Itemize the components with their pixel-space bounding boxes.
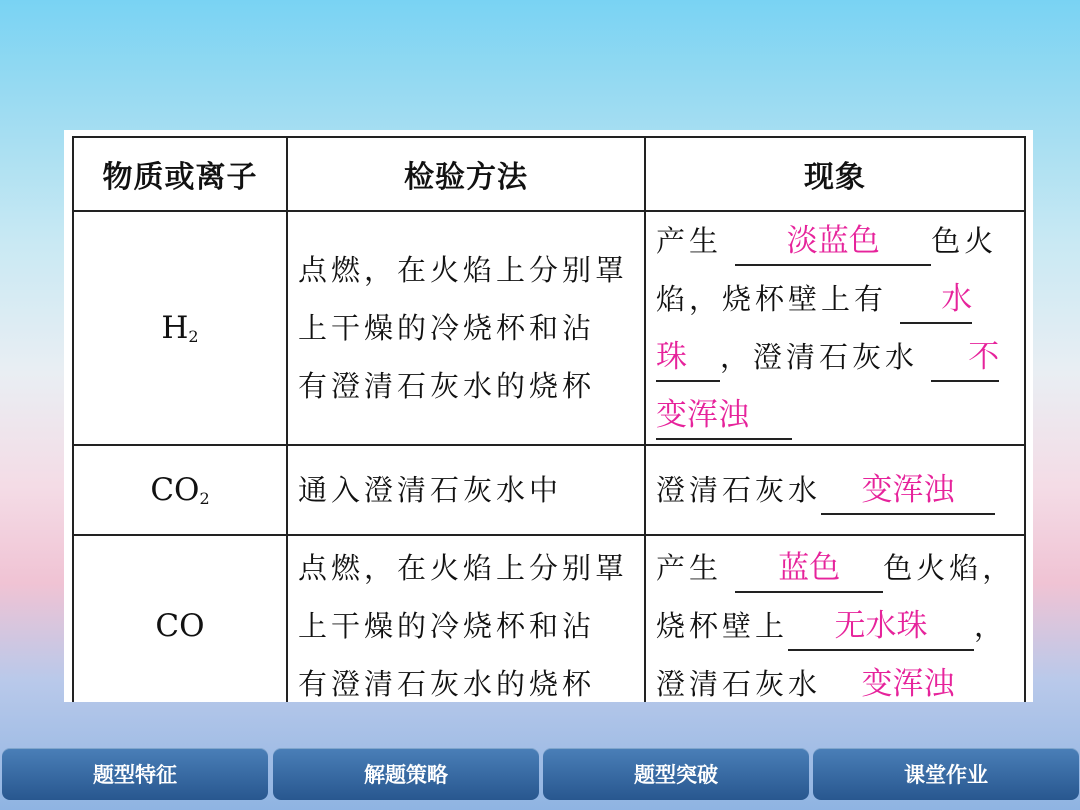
table-row [73, 445, 1025, 535]
formula-subscript: 2 [188, 327, 199, 346]
answer-blank: 淡蓝色 [735, 218, 931, 266]
answer-blank: 变浑浊 [821, 467, 995, 515]
answer-blank: 水 [900, 276, 972, 324]
method-line: 点燃，在火焰上分别罩 [298, 253, 629, 287]
answer-blank: 变浑浊 [656, 392, 792, 440]
phenomenon-cell [645, 211, 1025, 445]
phenomenon-line [656, 212, 1018, 270]
header-phenomenon: 现象 [645, 137, 1025, 211]
formula-text: CO [155, 608, 205, 644]
formula-text: H [161, 310, 189, 346]
content-panel [64, 130, 1033, 702]
nav-button-homework[interactable]: 课堂作业 [813, 748, 1079, 800]
phenomenon-text: ，澄清石灰水 [720, 340, 919, 374]
formula-text: CO [150, 472, 200, 508]
nav-button-strategy[interactable]: 解题策略 [273, 748, 539, 800]
method-cell [287, 211, 645, 445]
phenomenon-text: 烧杯壁上 [656, 609, 789, 643]
method-line: 上干燥的冷烧杯和沾 [298, 609, 596, 643]
method-line: 上干燥的冷烧杯和沾 [298, 311, 596, 345]
nav-button-features[interactable]: 题型特征 [2, 748, 268, 800]
test-methods-table [72, 136, 1026, 702]
phenomenon-cell [645, 535, 1025, 702]
phenomenon-line [656, 270, 1018, 328]
method-line: 点燃，在火焰上分别罩 [298, 551, 629, 585]
formula-cell [73, 211, 287, 445]
answer-blank: 珠 [656, 334, 720, 382]
phenomenon-line [656, 655, 1018, 702]
answer-blank: 蓝色 [735, 545, 883, 593]
table-header-row [73, 137, 1025, 211]
header-method: 检验方法 [287, 137, 645, 211]
method-line: 有澄清石灰水的烧杯 [298, 369, 596, 403]
header-substance: 物质或离子 [73, 137, 287, 211]
formula-cell [73, 445, 287, 535]
nav-button-breakthrough[interactable]: 题型突破 [543, 748, 809, 800]
phenomenon-line [656, 461, 1018, 519]
method-line: 有澄清石灰水的烧杯 [298, 667, 596, 701]
phenomenon-line [656, 539, 1018, 597]
method-cell [287, 445, 645, 535]
phenomenon-line [656, 328, 1018, 386]
formula-cell [73, 535, 287, 702]
method-line: 通入澄清石灰水中 [298, 473, 563, 507]
phenomenon-text: 产生 [656, 224, 723, 258]
phenomenon-text: 澄清石灰水 [656, 473, 822, 507]
answer-blank: 变浑浊 [821, 661, 995, 702]
phenomenon-cell [645, 445, 1025, 535]
phenomenon-text: 焰，烧杯壁上有 [656, 282, 888, 316]
method-cell [287, 535, 645, 702]
phenomenon-text: 澄清石灰水 [656, 667, 822, 701]
phenomenon-text: 色火焰， [883, 551, 1016, 585]
formula-subscript: 2 [199, 489, 210, 508]
answer-blank: 无水珠 [788, 603, 974, 651]
phenomenon-line [656, 386, 1018, 444]
phenomenon-text: 产生 [656, 551, 723, 585]
bottom-nav [0, 748, 1080, 810]
answer-blank: 不 [931, 334, 999, 382]
phenomenon-line [656, 597, 1018, 655]
table-row [73, 211, 1025, 445]
phenomenon-text: 色火 [931, 224, 998, 258]
phenomenon-text: ， [974, 609, 1008, 643]
table-row [73, 535, 1025, 702]
